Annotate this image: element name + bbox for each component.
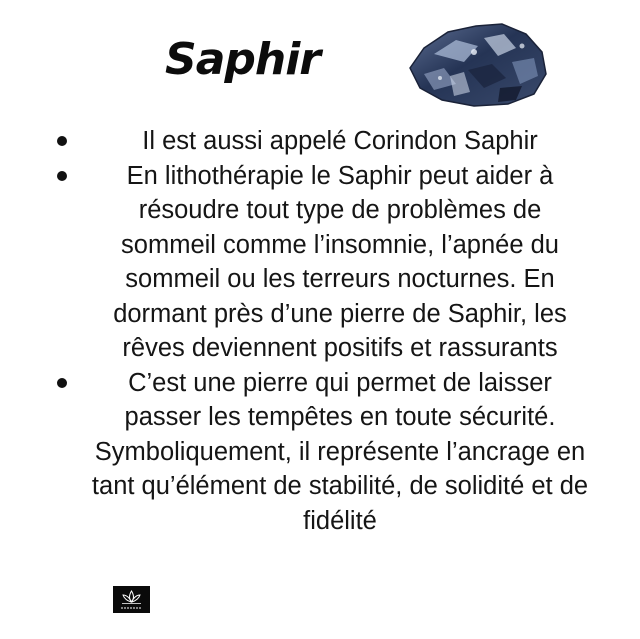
- bullet-dot-icon: [57, 378, 67, 388]
- list-item: [0, 124, 640, 159]
- bullet-text: En lithothérapie le Saphir peut aider à résoudre tout type de problèmes de sommeil comme l’insomnie, l’apnée du sommeil ou les terreurs nocturnes. En dormant près d’une pierre de Saphir, les rêves deviennent positifs et rassurants: [113, 161, 567, 362]
- list-item: [0, 366, 640, 539]
- bullet-text: Il est aussi appelé Corindon Saphir: [142, 127, 538, 155]
- sapphire-stone-icon: [404, 18, 550, 110]
- page-title: Saphir: [165, 34, 320, 85]
- list-item: [0, 159, 640, 366]
- lotus-logo-icon: [113, 586, 150, 613]
- bullet-dot-icon: [57, 171, 67, 181]
- bullet-text: C’est une pierre qui permet de laisser passer les tempêtes en toute sécurité. Symboliquement, il représente l’ancrage en tant qu’élément de stabilité, de solidité et de fidélité: [91, 368, 589, 535]
- bullet-list: [0, 124, 640, 538]
- bullet-dot-icon: [57, 136, 67, 146]
